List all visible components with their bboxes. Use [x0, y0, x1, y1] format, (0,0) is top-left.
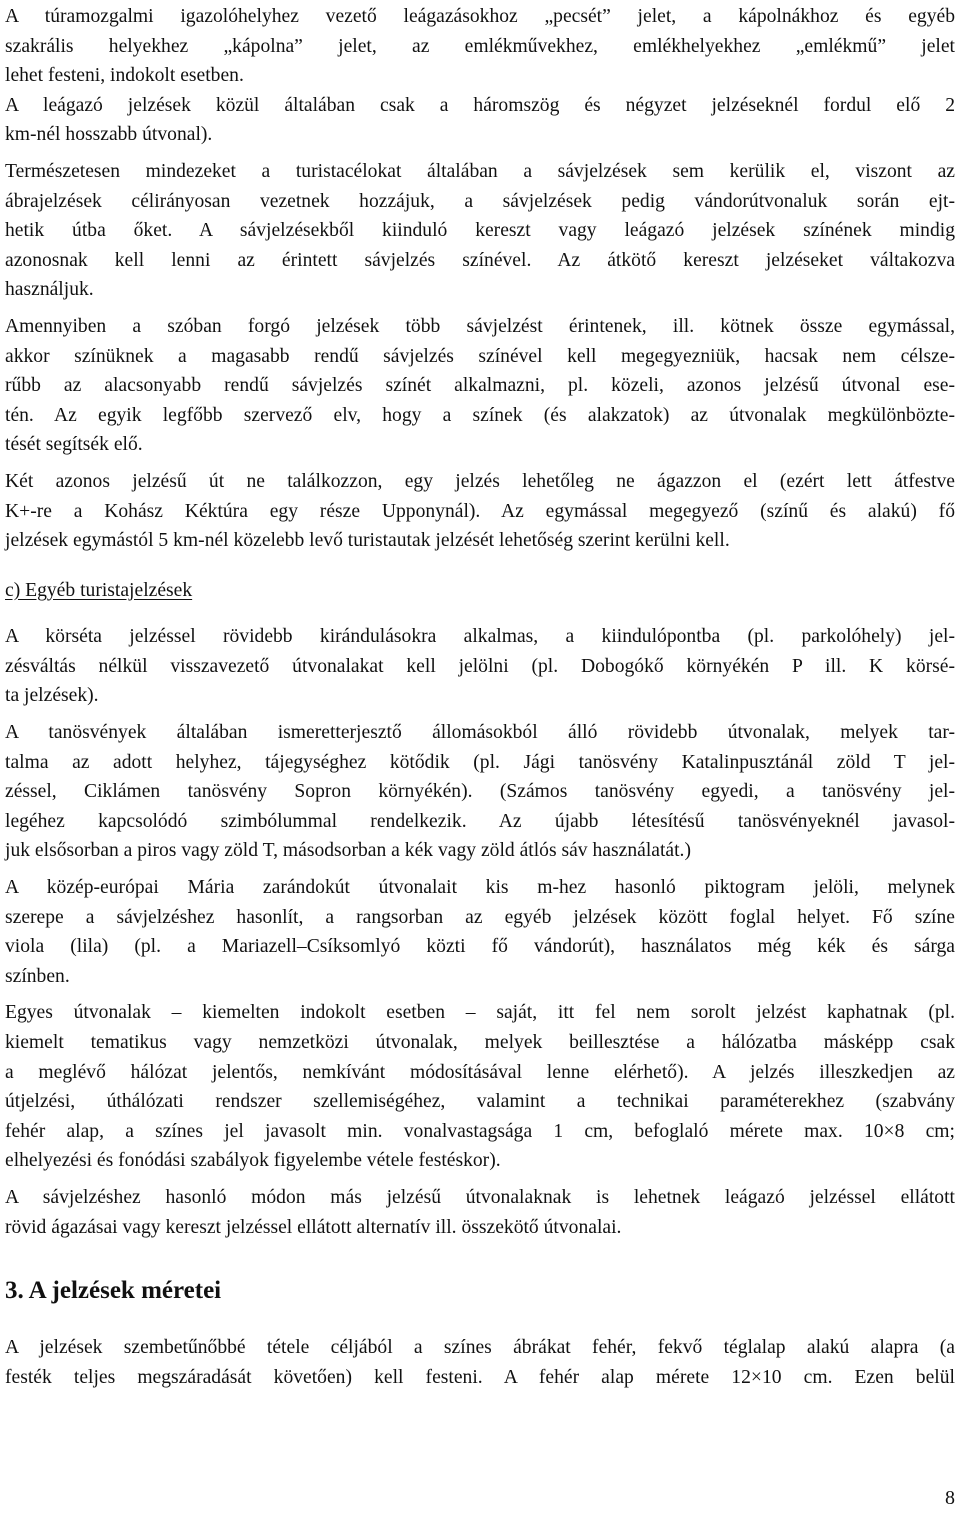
text-line: A közép-európai Mária zarándokút útvonalait kis m-hez hasonló piktogram jelöli, melynek: [5, 877, 955, 899]
text-line: K+-re a Kohász Kéktúra egy része Upponynál). Az egymással megegyező (színű és alakú) fő: [5, 500, 955, 522]
text-line: szerepe a sávjelzéshez hasonlít, a rangsorban az egyéb jelzések között foglal helyet. Fő színe: [5, 906, 955, 928]
text-line: tését segítsék elő.: [5, 434, 143, 456]
section-heading: 3. A jelzések méretei: [5, 1277, 222, 1305]
text-line: útjelzési, úthálózati rendszer szellemiségéhez, valamint a technikai paraméterekhez (szabvány: [5, 1091, 955, 1113]
text-line: Amennyiben a szóban forgó jelzések több sávjelzést érintenek, ill. kötnek össze egymással,: [5, 315, 955, 337]
text-line: jelzések egymástól 5 km-nél közelebb levő turistautak jelzését lehetőség szerint kerülni kell.: [5, 530, 730, 552]
text-line: A leágazó jelzések közül általában csak a háromszög és négyzet jelzéseknél fordul elő 2: [5, 94, 955, 116]
text-line: szakrális helyekhez „kápolna” jelet, az emlékművekhez, emlékhelyekhez „emlékmű” jelet: [5, 35, 955, 57]
text-line: juk elsősorban a piros vagy zöld T, másodsorban a kék vagy zöld átlós sáv használatát.): [5, 840, 691, 862]
paragraph-p6: [5, 718, 955, 866]
text-line: tén. Az egyik legfőbb szervező elv, hogy a színek (és alakzatok) az útvonalak megkülönbözte-: [5, 404, 955, 426]
text-line: azonosnak kell lenni az érintett sávjelzés színével. Az átkötő kereszt jelzéseket váltakozva: [5, 249, 955, 271]
text-line: legéhez kapcsolódó szimbólummal rendelkezik. Az újabb létesítésű tanösvényeknél javasol-: [5, 810, 955, 832]
paragraph-p10: [5, 1333, 955, 1392]
text-line: lehet festeni, indokolt esetben.: [5, 65, 244, 87]
text-line: A sávjelzéshez hasonló módon más jelzésű útvonalaknak is lehetnek leágazó jelzéssel ellátott: [5, 1186, 955, 1208]
text-line: festék teljes megszáradását követően) kell festeni. A fehér alap mérete 12×10 cm. Ezen belül: [5, 1366, 955, 1388]
paragraph-p9: [5, 1183, 955, 1242]
paragraph-p1b: [5, 91, 955, 150]
paragraph-p3: [5, 312, 955, 460]
document-page: [5, 0, 955, 1392]
paragraph-p7: [5, 873, 955, 991]
text-line: a meglévő hálózat jelentős, nemkívánt módosításával lenne elérhető). A jelzés illeszkedjen az: [5, 1061, 955, 1083]
subheading-other-markings: c) Egyéb turistajelzések: [5, 579, 193, 601]
text-line: Egyes útvonalak – kiemelten indokolt esetben – saját, itt fel nem sorolt jelzést kaphatnak (pl.: [5, 1002, 955, 1024]
paragraph-p8: [5, 998, 955, 1176]
text-line: talma az adott helyhez, tájegységhez kötődik (pl. Jági tanösvény Katalinpusztánál zöld T jel-: [5, 751, 955, 773]
text-line: rűbb az alacsonyabb rendű sávjelzés színét alkalmazni, pl. közeli, azonos jelzésű útvonal ese-: [5, 375, 955, 397]
text-line: Természetesen mindezeket a turistacélokat általában a sávjelzések sem kerülik el, viszont az: [5, 160, 955, 182]
text-line: elhelyezési és fonódási szabályok figyelembe vétele festéskor).: [5, 1150, 501, 1172]
text-line: A tanösvények általában ismeretterjesztő állomásokból álló rövidebb útvonalak, melyek tar-: [5, 722, 955, 744]
paragraph-p1: [5, 2, 955, 91]
text-line: rövid ágazásai vagy kereszt jelzéssel ellátott alternatív ill. összekötő útvonalai.: [5, 1216, 622, 1238]
text-line: A jelzések szembetűnőbbé tétele céljából a színes ábrákat fehér, fekvő téglalap alakú alapra (a: [5, 1337, 955, 1359]
text-line: akkor színüknek a magasabb rendű sávjelzés színével kell megegyezniük, hacsak nem célsze-: [5, 345, 955, 367]
text-line: fehér alap, a színes jel javasolt min. vonalvastagsága 1 cm, befoglaló mérete max. 10×8 cm;: [5, 1120, 955, 1142]
text-line: km-nél hosszabb útvonal).: [5, 124, 213, 146]
text-line: kiemelt tematikus vagy nemzetközi útvonalak, melyek beillesztése a hálózatba másképp csak: [5, 1032, 955, 1053]
text-line: színben.: [5, 965, 70, 987]
text-line: A körséta jelzéssel rövidebb kirándulásokra alkalmas, a kiindulópontba (pl. parkolóhely) jel-: [5, 626, 955, 648]
text-line: zésváltás nélkül visszavezető útvonalakat kell jelölni (pl. Dobogókő környékén P ill. K körsé-: [5, 655, 955, 677]
text-line: Két azonos jelzésű út ne találkozzon, egy jelzés lehetőleg ne ágazzon el (ezért lett átfestve: [5, 470, 955, 492]
text-line: ábrajelzések célirányosan vezetnek hozzájuk, a sávjelzések pedig vándorútvonaluk során ejt-: [5, 190, 955, 212]
text-line: hetik útba őket. A sávjelzésekből kiinduló kereszt vagy leágazó jelzések színének mindig: [5, 220, 955, 242]
text-line: ta jelzések).: [5, 685, 99, 707]
text-line: használjuk.: [5, 279, 94, 301]
paragraph-p5: [5, 622, 955, 711]
text-line: viola (lila) (pl. a Mariazell–Csíksomlyó közti fő vándorút), használatos még kék és sárga: [5, 936, 955, 958]
paragraph-p4: [5, 467, 955, 556]
paragraph-p2: [5, 157, 955, 305]
text-line: zéssel, Ciklámen tanösvény Sopron környékén). (Számos tanösvény egyedi, a tanösvény jel-: [5, 781, 955, 803]
page-number: 8: [945, 1487, 955, 1509]
text-line: A túramozgalmi igazolóhelyhez vezető leágazásokhoz „pecsét” jelet, a kápolnákhoz és egyéb: [5, 6, 955, 27]
